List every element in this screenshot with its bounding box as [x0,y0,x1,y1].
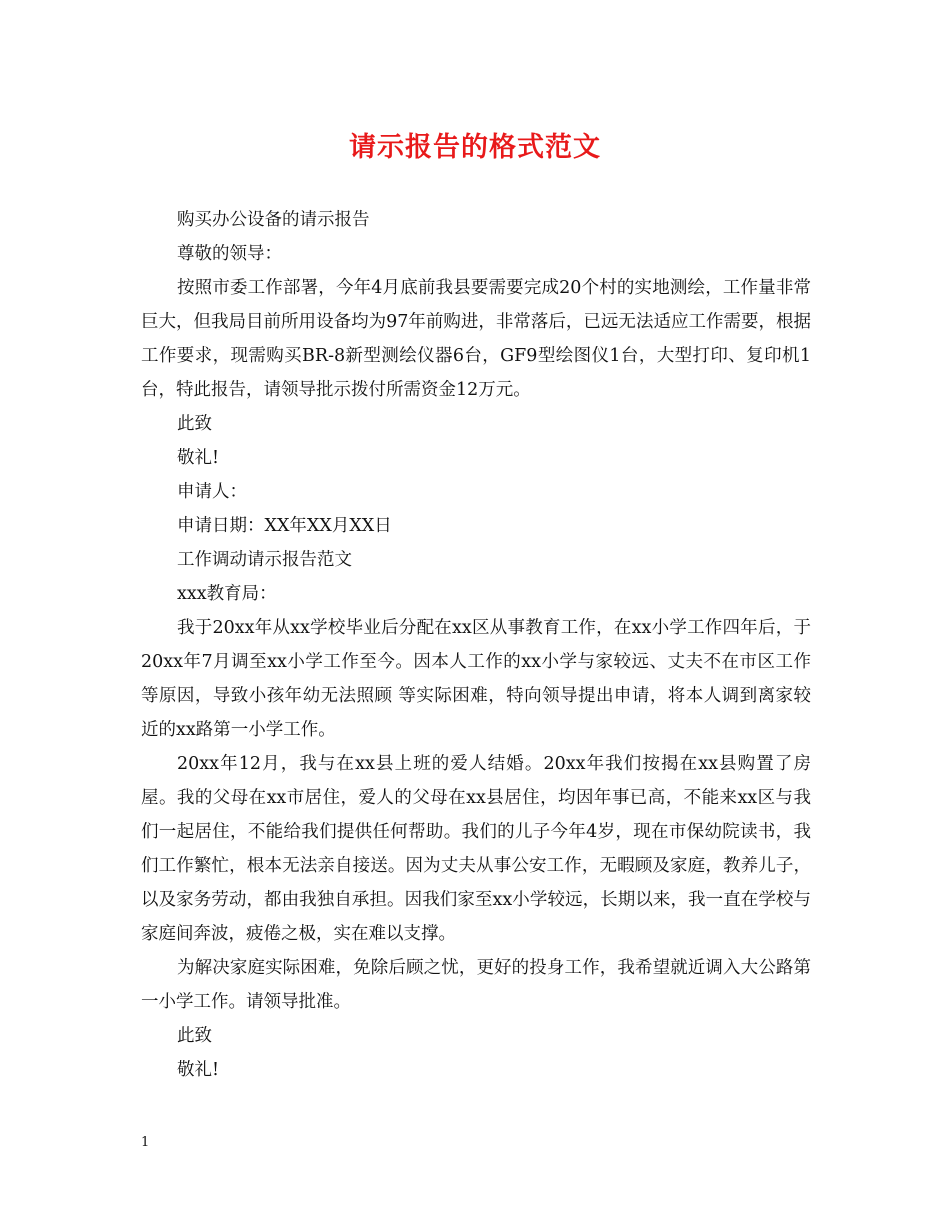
paragraph-application-date: 申请日期：XX年XX月XX日 [177,516,392,536]
paragraph-applicant: 申请人： [177,482,247,502]
paragraph-closing: 此致 [177,414,212,434]
paragraph-closing-2: 此致 [177,1026,212,1046]
paragraph-family-situation: 20xx年12月，我与在xx县上班的爱人结婚。20xx年我们按揭在xx县购置了房屋。我的父母在xx市居住，爱人的父母在xx县居住，均因年事已高，不能来xx区与我们一起居住，不能给我们提供任何帮助。我们的儿子今年4岁，现在市保幼院读书，我们工作繁忙，根本无法亲自接送。因为丈夫从事公安工作，无暇顾及家庭，教养儿子，以及家务劳动，都由我独自承担。因我们家至xx小学较远，长期以来，我一直在学校与家庭间奔波，疲倦之极，实在难以支撑。 [141,754,811,944]
document-body [141,203,811,1087]
paragraph-regards-2: 敬礼! [177,1060,220,1080]
paragraph-salutation: 尊敬的领导： [177,244,282,264]
document-title: 请示报告的格式范文 [349,132,601,163]
page-number: 1 [141,1135,150,1150]
paragraph-transfer-background: 我于20xx年从xx学校毕业后分配在xx区从事教育工作，在xx小学工作四年后，于20xx年7月调至xx小学工作至今。因本人工作的xx小学与家较远、丈夫不在市区工作等原因，导致小孩年幼无法照顾 等实际困难，特向领导提出申请，将本人调到离家较近的xx路第一小学工作。 [141,618,811,740]
paragraph-heading-purchase: 购买办公设备的请示报告 [177,210,370,230]
paragraph-transfer-request: 为解决家庭实际困难，免除后顾之忧，更好的投身工作，我希望就近调入大公路第一小学工作。请领导批准。 [141,958,811,1012]
paragraph-purchase-request: 按照市委工作部署，今年4月底前我县要需要完成20个村的实地测绘，工作量非常巨大，但我局目前所用设备均为97年前购进，非常落后，已远无法适应工作需要，根据工作要求，现需购买BR-8新型测绘仪器6台，GF9型绘图仪1台，大型打印、复印机1台，特此报告，请领导批示拨付所需资金12万元。 [141,278,811,400]
paragraph-recipient: xxx教育局： [177,584,277,604]
paragraph-regards: 敬礼! [177,448,220,468]
paragraph-heading-transfer: 工作调动请示报告范文 [177,550,352,570]
